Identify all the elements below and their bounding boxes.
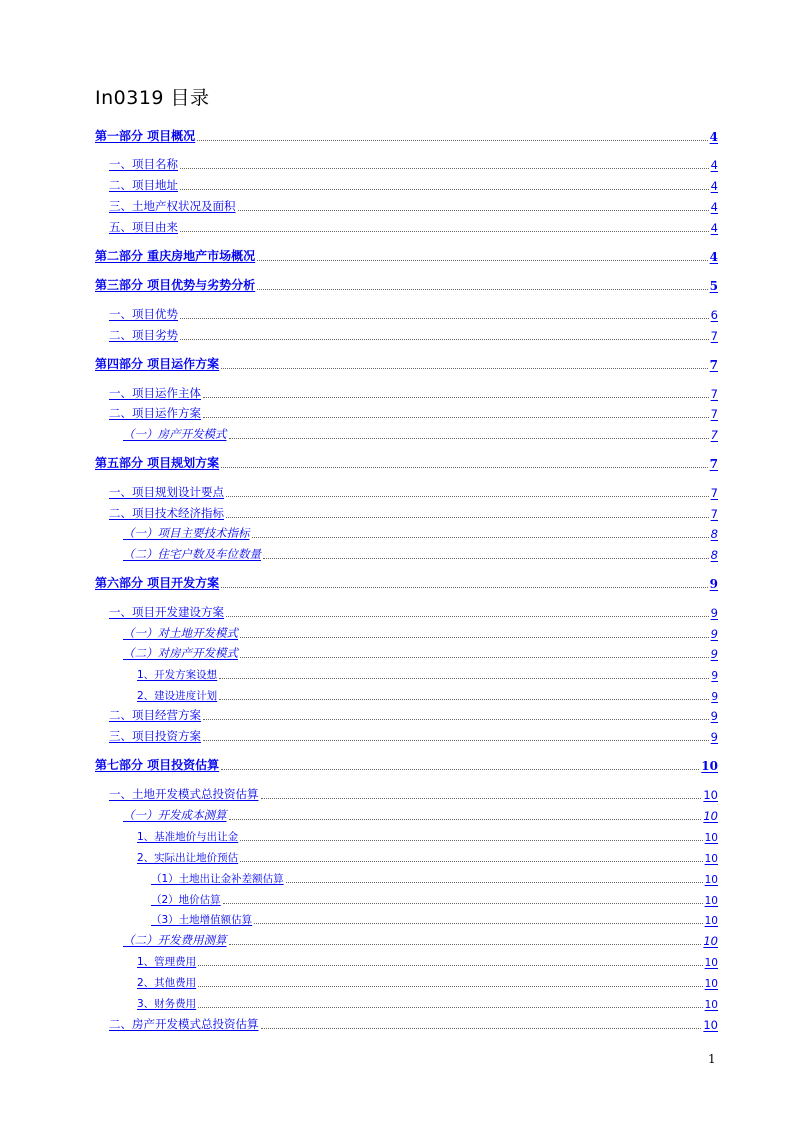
toc-entry[interactable] xyxy=(109,1016,718,1032)
toc-entry-page[interactable]: 9 xyxy=(710,647,718,661)
toc-entry[interactable] xyxy=(137,995,718,1011)
toc-entry[interactable] xyxy=(109,786,718,802)
toc-entry-label[interactable]: 2、其他费用 xyxy=(137,977,197,989)
toc-entry-page[interactable]: 4 xyxy=(709,250,718,264)
toc-entry-label[interactable]: 一、项目优势 xyxy=(109,307,178,321)
toc-entry[interactable] xyxy=(95,356,718,372)
toc-entry[interactable] xyxy=(109,707,718,723)
toc-entry-label[interactable]: 二、项目劣势 xyxy=(109,328,178,342)
toc-entry[interactable] xyxy=(95,455,718,471)
toc-entry-page[interactable]: 10 xyxy=(704,832,718,844)
toc-dot-leader xyxy=(203,397,709,398)
toc-entry[interactable] xyxy=(95,128,718,144)
toc-entry[interactable] xyxy=(109,604,718,620)
toc-entry-page[interactable]: 4 xyxy=(710,158,718,172)
toc-entry-page[interactable]: 10 xyxy=(703,788,718,802)
toc-entry-page[interactable]: 9 xyxy=(710,606,718,620)
toc-entry[interactable] xyxy=(109,219,718,235)
toc-entry-page[interactable]: 10 xyxy=(704,978,718,990)
toc-entry-page[interactable]: 6 xyxy=(710,308,718,322)
toc-dot-leader xyxy=(180,318,709,319)
toc-entry[interactable] xyxy=(123,426,718,442)
toc-entry-label[interactable]: 第二部分 重庆房地产市场概况 xyxy=(95,249,256,263)
document-title: In0319 目录 xyxy=(95,87,210,109)
toc-entry-page[interactable]: 10 xyxy=(703,809,718,823)
toc-dot-leader xyxy=(229,944,702,945)
toc-entry[interactable] xyxy=(123,525,718,541)
toc-entry-page[interactable]: 7 xyxy=(710,329,718,343)
toc-entry-label[interactable]: （一）项目主要技术指标 xyxy=(123,526,250,540)
toc-entry-label[interactable]: 二、项目运作方案 xyxy=(109,406,201,420)
toc-dot-leader xyxy=(238,210,709,211)
toc-entry-page[interactable]: 7 xyxy=(709,358,718,372)
toc-dot-leader xyxy=(240,840,702,841)
toc-entry-label[interactable]: 二、项目经营方案 xyxy=(109,708,201,722)
toc-entry-page[interactable]: 7 xyxy=(709,457,718,471)
toc-dot-leader xyxy=(221,467,707,468)
toc-dot-leader xyxy=(263,558,709,559)
toc-entry-page[interactable]: 10 xyxy=(703,934,718,948)
toc-dot-leader xyxy=(180,168,709,169)
toc-entry-page[interactable]: 9 xyxy=(710,730,718,744)
toc-entry-label[interactable]: 第四部分 项目运作方案 xyxy=(95,357,220,371)
toc-entry-label[interactable]: 第三部分 项目优势与劣势分析 xyxy=(95,278,256,292)
toc-entry-label[interactable]: 1、管理费用 xyxy=(137,956,197,968)
toc-entry[interactable] xyxy=(95,277,718,293)
toc-entry-page[interactable]: 10 xyxy=(703,1018,718,1032)
toc-entry-page[interactable]: 9 xyxy=(710,627,718,641)
toc-entry-label[interactable]: 第一部分 项目概况 xyxy=(95,129,196,143)
toc-entry-label[interactable]: 三、项目投资方案 xyxy=(109,729,201,743)
toc-entry-label[interactable]: 第七部分 项目投资估算 xyxy=(95,758,220,772)
toc-dot-leader xyxy=(254,923,702,924)
toc-entry-page[interactable]: 4 xyxy=(710,221,718,235)
toc-dot-leader xyxy=(219,678,709,679)
toc-entry[interactable] xyxy=(95,575,718,591)
toc-dot-leader xyxy=(198,1007,702,1008)
toc-dot-leader xyxy=(240,861,702,862)
toc-entry-page[interactable]: 10 xyxy=(704,853,718,865)
toc-entry-label[interactable]: （一）对土地开发模式 xyxy=(123,626,238,640)
toc-entry[interactable] xyxy=(109,156,718,172)
toc-entry[interactable] xyxy=(109,306,718,322)
toc-dot-leader xyxy=(219,699,709,700)
toc-entry-label[interactable]: 二、房产开发模式总投资估算 xyxy=(109,1017,259,1031)
toc-entry[interactable] xyxy=(137,953,718,969)
toc-dot-leader xyxy=(229,438,709,439)
toc-dot-leader xyxy=(240,657,709,658)
toc-entry-page[interactable]: 4 xyxy=(710,200,718,214)
toc-dot-leader xyxy=(257,260,707,261)
toc-dot-leader xyxy=(203,719,709,720)
toc-entry-label[interactable]: （二）对房产开发模式 xyxy=(123,646,238,660)
toc-dot-leader xyxy=(240,637,709,638)
toc-entry[interactable] xyxy=(123,625,718,641)
toc-entry-label[interactable]: 五、项目由来 xyxy=(109,220,178,234)
toc-entry[interactable] xyxy=(109,484,718,500)
toc-entry-page[interactable]: 8 xyxy=(710,548,718,562)
toc-dot-leader xyxy=(203,740,709,741)
toc-entry-label[interactable]: 1、开发方案设想 xyxy=(137,669,218,681)
toc-entry-label[interactable]: 一、项目运作主体 xyxy=(109,386,201,400)
toc-dot-leader xyxy=(226,517,709,518)
toc-dot-leader xyxy=(221,368,707,369)
toc-dot-leader xyxy=(286,882,703,883)
toc-entry-page[interactable]: 10 xyxy=(704,874,718,886)
toc-entry-label[interactable]: （一）开发成本测算 xyxy=(123,808,227,822)
toc-entry[interactable] xyxy=(109,405,718,421)
toc-entry-label[interactable]: 一、项目规划设计要点 xyxy=(109,485,224,499)
toc-entry-page[interactable]: 9 xyxy=(711,670,718,682)
toc-dot-leader xyxy=(229,819,702,820)
toc-entry[interactable] xyxy=(109,198,718,214)
toc-entry-label[interactable]: （2）地价估算 xyxy=(151,894,221,906)
toc-entry-page[interactable]: 9 xyxy=(710,709,718,723)
toc-dot-leader xyxy=(197,140,707,141)
toc-entry-label[interactable]: 一、土地开发模式总投资估算 xyxy=(109,787,259,801)
toc-dot-leader xyxy=(257,289,707,290)
toc-entry[interactable] xyxy=(151,870,718,886)
toc-entry-page[interactable]: 7 xyxy=(710,387,718,401)
toc-entry-page[interactable]: 7 xyxy=(710,507,718,521)
toc-entry[interactable] xyxy=(123,645,718,661)
toc-entry-page[interactable]: 10 xyxy=(704,957,718,969)
toc-entry[interactable] xyxy=(137,974,718,990)
toc-dot-leader xyxy=(226,616,709,617)
toc-entry-page[interactable]: 7 xyxy=(710,407,718,421)
toc-dot-leader xyxy=(198,965,702,966)
toc-entry-page[interactable]: 10 xyxy=(704,915,718,927)
toc-entry-label[interactable]: （一）房产开发模式 xyxy=(123,427,227,441)
toc-dot-leader xyxy=(223,903,703,904)
toc-dot-leader xyxy=(203,417,709,418)
toc-dot-leader xyxy=(180,231,709,232)
toc-entry-label[interactable]: 二、项目地址 xyxy=(109,178,178,192)
toc-entry-page[interactable]: 10 xyxy=(701,759,718,773)
toc-entry-page[interactable]: 8 xyxy=(710,527,718,541)
toc-entry[interactable] xyxy=(137,687,718,703)
toc-dot-leader xyxy=(221,769,699,770)
toc-entry-label[interactable]: 2、实际出让地价预估 xyxy=(137,852,239,864)
toc-entry[interactable] xyxy=(109,385,718,401)
toc-dot-leader xyxy=(198,986,702,987)
toc-dot-leader xyxy=(180,189,709,190)
toc-entry[interactable] xyxy=(109,177,718,193)
toc-entry[interactable] xyxy=(95,757,718,773)
toc-entry[interactable] xyxy=(109,505,718,521)
toc-dot-leader xyxy=(252,537,709,538)
toc-dot-leader xyxy=(261,1028,702,1029)
toc-entry-page[interactable]: 4 xyxy=(709,130,718,144)
toc-entry[interactable] xyxy=(109,327,718,343)
toc-entry[interactable] xyxy=(123,807,718,823)
toc-entry-page[interactable]: 10 xyxy=(704,999,718,1011)
toc-entry[interactable] xyxy=(109,728,718,744)
toc-entry[interactable] xyxy=(137,666,718,682)
toc-entry-label[interactable]: （二）住宅户数及车位数量 xyxy=(123,547,261,561)
toc-entry-page[interactable]: 5 xyxy=(709,279,718,293)
toc-entry-page[interactable]: 10 xyxy=(704,895,718,907)
toc-entry[interactable] xyxy=(137,849,718,865)
toc-dot-leader xyxy=(261,798,702,799)
toc-entry-label[interactable]: 第五部分 项目规划方案 xyxy=(95,456,220,470)
toc-entry-page[interactable]: 7 xyxy=(710,486,718,500)
toc-entry-page[interactable]: 9 xyxy=(709,577,718,591)
toc-entry[interactable] xyxy=(151,891,718,907)
toc-dot-leader xyxy=(180,339,709,340)
toc-entry-label[interactable]: （3）土地增值额估算 xyxy=(151,914,253,926)
toc-entry[interactable] xyxy=(123,546,718,562)
toc-entry-label[interactable]: 一、项目名称 xyxy=(109,157,178,171)
toc-entry-page[interactable]: 7 xyxy=(710,428,718,442)
toc-entry-page[interactable]: 4 xyxy=(710,179,718,193)
toc-entry-label[interactable]: （1）土地出让金补差额估算 xyxy=(151,873,284,885)
toc-entry[interactable] xyxy=(151,911,718,927)
toc-entry[interactable] xyxy=(95,248,718,264)
toc-entry-label[interactable]: 3、财务费用 xyxy=(137,998,197,1010)
toc-entry-label[interactable]: 二、项目技术经济指标 xyxy=(109,506,224,520)
toc-entry[interactable] xyxy=(137,828,718,844)
toc-entry[interactable] xyxy=(123,932,718,948)
toc-entry-label[interactable]: 一、项目开发建设方案 xyxy=(109,605,224,619)
toc-dot-leader xyxy=(221,587,707,588)
toc-entry-label[interactable]: 三、土地产权状况及面积 xyxy=(109,199,236,213)
toc-dot-leader xyxy=(226,496,709,497)
toc-entry-label[interactable]: （二）开发费用测算 xyxy=(123,933,227,947)
toc-entry-label[interactable]: 2、建设进度计划 xyxy=(137,690,218,702)
toc-entry-label[interactable]: 1、基准地价与出让金 xyxy=(137,831,239,843)
toc-entry-page[interactable]: 9 xyxy=(711,691,718,703)
toc-entry-label[interactable]: 第六部分 项目开发方案 xyxy=(95,576,220,590)
page-number: 1 xyxy=(708,1052,716,1066)
